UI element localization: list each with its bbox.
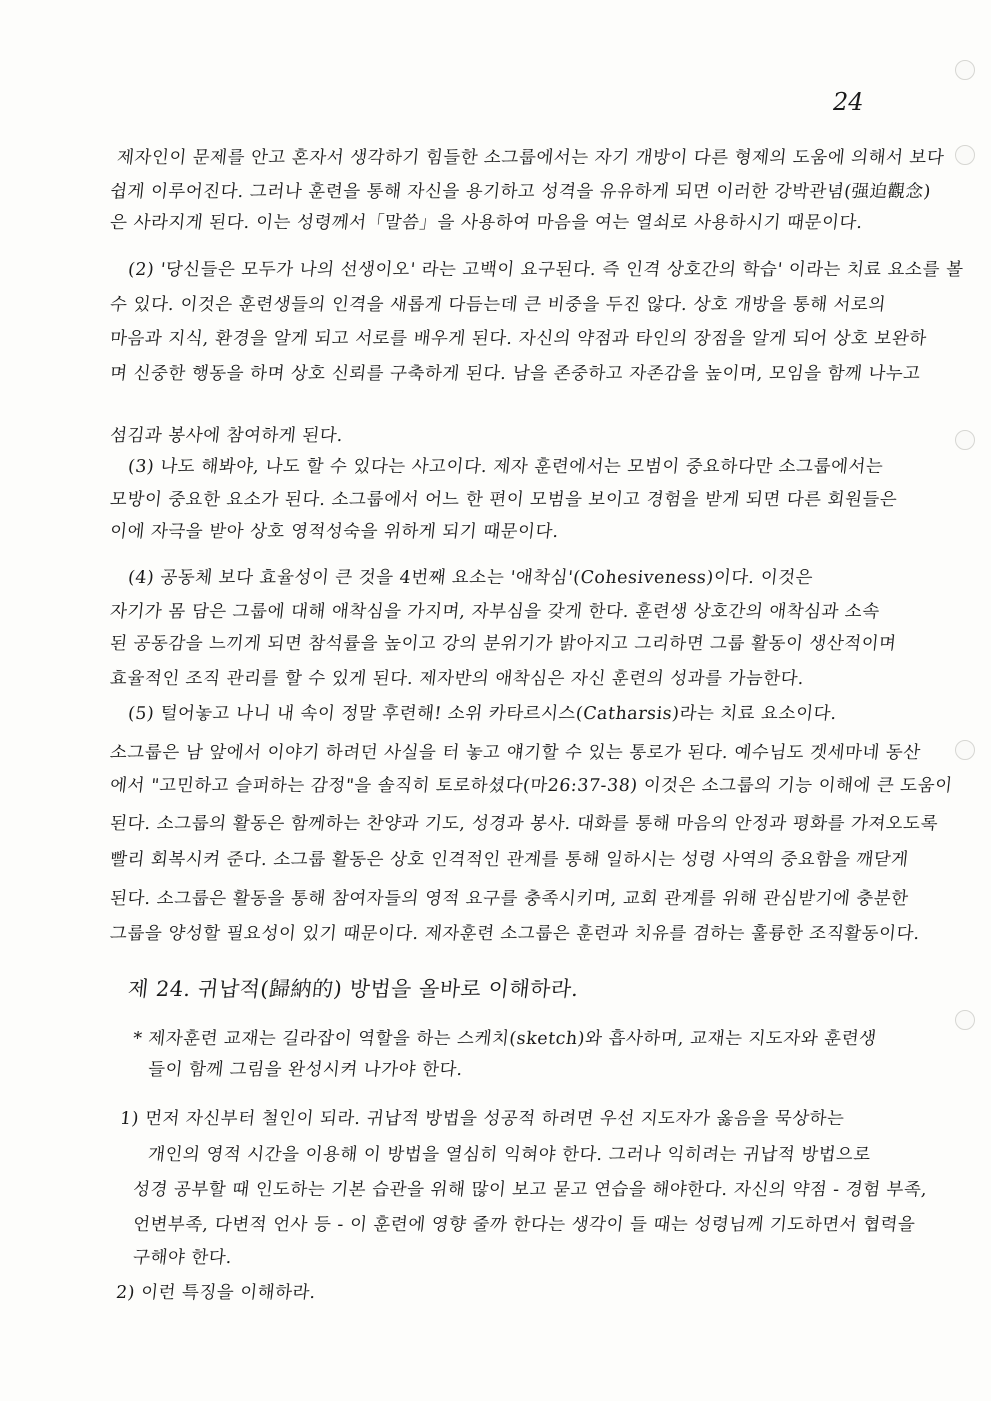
text-line: 섬김과 봉사에 참여하게 된다. [108,426,345,446]
text-line: (3) 나도 해봐야, 나도 할 수 있다는 사고이다. 제자 훈련에서는 모범이 중요하다만 소그룹에서는 [126,457,885,477]
text-line: 언변부족, 다변적 언사 등 - 이 훈련에 영향 줄까 한다는 생각이 들 때는 성령님께 기도하면서 협력을 [131,1215,917,1235]
page-number: 24 [833,88,864,116]
text-line: 개인의 영적 시간을 이용해 이 방법을 열심히 익혀야 한다. 그러나 익히려는 귀납적 방법으로 [146,1145,872,1165]
text-line: 쉽게 이루어진다. 그러나 훈련을 통해 자신을 용기하고 성격을 유유하게 되면 이러한 강박관념(强迫觀念) [108,182,932,202]
text-line: 성경 공부할 때 인도하는 기본 습관을 위해 많이 보고 묻고 연습을 해야한다. 자신의 약점 - 경험 부족, [131,1180,929,1200]
text-line: 효율적인 조직 관리를 할 수 있게 된다. 제자반의 애착심은 자신 훈련의 성과를 가늠한다. [108,669,806,689]
text-line: 수 있다. 이것은 훈련생들의 인격을 새롭게 다듬는데 큰 비중을 두진 않다. 상호 개방을 통해 서로의 [108,295,887,315]
text-line: 된다. 소그룹은 활동을 통해 참여자들의 영적 요구를 충족시키며, 교회 관계를 위해 관심받기에 충분한 [108,889,910,909]
text-line: 제자인이 문제를 안고 혼자서 생각하기 힘들한 소그룹에서는 자기 개방이 다른 형제의 도움에 의해서 보다 [115,148,946,168]
text-line: 들이 함께 그림을 완성시켜 나가야 한다. [146,1060,464,1080]
text-line: 빨리 회복시켜 준다. 소그룹 활동은 상호 인격적인 관계를 통해 일하시는 성령 사역의 중요함을 깨닫게 [108,850,910,870]
text-line: 구해야 한다. [131,1248,234,1268]
text-line: 1) 먼저 자신부터 철인이 되라. 귀납적 방법을 성공적 하려면 우선 지도자가 옳음을 묵상하는 [118,1109,846,1129]
text-line: 자기가 몸 담은 그룹에 대해 애착심을 가지며, 자부심을 갖게 한다. 훈련생 상호간의 애착심과 소속 [108,602,881,622]
punch-hole-mark [955,60,975,80]
text-line: 그룹을 양성할 필요성이 있기 때문이다. 제자훈련 소그룹은 훈련과 치유를 겸하는 훌륭한 조직활동이다. [108,924,921,944]
text-line: (4) 공동체 보다 효율성이 큰 것을 4번째 요소는 '애착심'(Cohesiveness)이다. 이것은 [126,568,814,588]
text-line: 에서 "고민하고 슬퍼하는 감정"을 솔직히 토로하셨다(마26:37-38) 이것은 소그룹의 기능 이해에 큰 도움이 [108,776,954,796]
text-line: 된 공동감을 느끼게 되면 참석률을 높이고 강의 분위기가 밝아지고 그리하면 그룹 활동이 생산적이며 [108,634,898,654]
text-line: 된다. 소그룹의 활동은 함께하는 찬양과 기도, 성경과 봉사. 대화를 통해 마음의 안정과 평화를 가져오도록 [108,814,940,834]
text-line: 이에 자극을 받아 상호 영적성숙을 위하게 되기 때문이다. [108,522,560,542]
text-line: 모방이 중요한 요소가 된다. 소그룹에서 어느 한 편이 모범을 보이고 경험을 받게 되면 다른 회원들은 [108,490,899,510]
text-line: * 제자훈련 교재는 길라잡이 역할을 하는 스케치(sketch)와 흡사하며, 교재는 지도자와 훈련생 [131,1029,878,1049]
text-line: (5) 털어놓고 나니 내 속이 정말 후련해! 소위 카타르시스(Catharsis)라는 치료 요소이다. [126,704,838,724]
text-line: 마음과 지식, 환경을 알게 되고 서로를 배우게 된다. 자신의 약점과 타인의 장점을 알게 되어 상호 보완하 [108,329,928,349]
text-line: 소그룹은 남 앞에서 이야기 하려던 사실을 터 놓고 얘기할 수 있는 통로가 된다. 예수님도 겟세마네 동산 [108,743,922,763]
heading-line: 제 24. 귀납적(歸納的) 방법을 올바로 이해하라. [126,977,581,1001]
text-line: 은 사라지게 된다. 이는 성령께서「말씀」을 사용하여 마음을 여는 열쇠로 사용하시기 때문이다. [108,213,864,233]
text-line: 며 신중한 행동을 하며 상호 신뢰를 구축하게 된다. 남을 존중하고 자존감을 높이며, 모임을 함께 나누고 [108,364,922,384]
text-line: (2) '당신들은 모두가 나의 선생이오' 라는 고백이 요구된다. 즉 인격 상호간의 학습' 이라는 치료 요소를 볼 [126,260,965,280]
text-line: 2) 이런 특징을 이해하라. [114,1283,317,1303]
